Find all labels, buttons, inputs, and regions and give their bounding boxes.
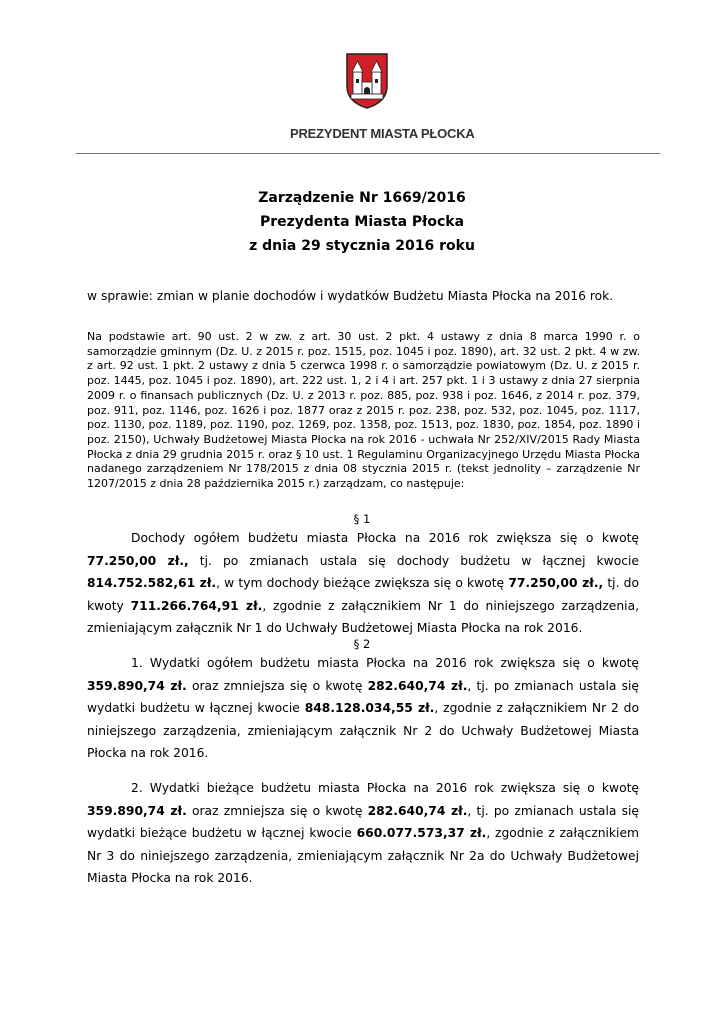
paragraph-mark-2: § 2 [353, 637, 371, 651]
title-line-3: z dnia 29 stycznia 2016 roku [249, 238, 475, 254]
paragraph-mark-1: § 1 [353, 512, 371, 526]
section-2-point-1: 1. Wydatki ogółem budżetu miasta Płocka na 2016 rok zwiększa się o kwotę 359.890,74 zł. oraz zmniejsza się o kwotę 282.640,74 zł., tj. po zmianach ustala się wydatki budżetu w łącznej kwocie 848.128.034,55 zł., zgodnie z załącznikiem Nr 2 do niniejszego zarządzenia, zmieniającym załącznik Nr 2 do Uchwały Budżetowej Miasta Płocka na rok 2016. [87, 656, 639, 760]
legal-basis: Na podstawie art. 90 ust. 2 w zw. z art. 30 ust. 2 pkt. 4 ustawy z dnia 8 marca 1990 r. o samorządzie gminnym (Dz. U. z 2015 r. poz. 1515, poz. 1045 i poz. 1890), art. 32 ust. 2 pkt. 4 w zw. z art. 92 ust. 1 pkt. 2 ustawy z dnia 5 czerwca 1998 r. o samorządzie powiatowym (Dz. U. z 2015 r. poz. 1445, poz. 1045 i poz. 1890), art. 222 ust. 1, 2 i 4 i art. 257 pkt. 1 i 3 ustawy z dnia 27 sierpnia 2009 r. o finansach publicznych (Dz. U. z 2013 r. poz. 885, poz. 938 i poz. 1646, z 2014 r. poz. 379, poz. 911, poz. 1146, poz. 1626 i poz. 1877 oraz z 2015 r. poz. 238, poz. 532, poz. 1045, poz. 1117, poz. 1130, poz. 1189, poz. 1190, poz. 1269, poz. 1358, poz. 1513, poz. 1830, poz. 1854, poz. 1890 i poz. 2150), Uchwały Budżetowej Miasta Płocka na rok 2016 - uchwała Nr 252/XIV/2015 Rady Miasta Płocka z dnia 29 grudnia 2015 r. oraz § 10 ust. 1 Regulaminu Organizacyjnego Urzędu Miasta Płocka nadanego zarządzeniem Nr 178/2015 z dnia 08 stycznia 2015 r. (tekst jednolity – zarządzenie Nr 1207/2015 z dnia 28 października 2015 r.) zarządzam, co następuje: [87, 330, 640, 491]
amount: 359.890,74 zł. [87, 678, 187, 693]
amount: 77.250,00 zł., [508, 576, 604, 590]
office-title: PREZYDENT MIASTA PŁOCKA [290, 126, 475, 141]
amount: 660.077.573,37 zł. [356, 826, 487, 840]
amount: 848.128.034,55 zł. [304, 701, 435, 715]
amount: 282.640,74 zł. [367, 678, 468, 693]
amount: 711.266.764,91 zł. [130, 598, 263, 613]
amount: 359.890,74 zł. [87, 803, 187, 818]
amount: 282.640,74 zł. [367, 803, 468, 818]
title-line-2: Prezydenta Miasta Płocka [259, 214, 465, 230]
title-line-1: Zarządzenie Nr 1669/2016 [258, 190, 466, 206]
amount: 814.752.582,61 zł. [87, 576, 217, 590]
subject-line: w sprawie: zmian w planie dochodów i wydatków Budżetu Miasta Płocka na 2016 rok. [87, 289, 614, 303]
section-2-point-2: 2. Wydatki bieżące budżetu miasta Płocka na 2016 rok zwiększa się o kwotę 359.890,74 zł. oraz zmniejsza się o kwotę 282.640,74 zł., tj. po zmianach ustala się wydatki bieżące budżetu w łącznej kwocie 660.077.573,37 zł., zgodnie z załącznikiem Nr 3 do niniejszego zarządzenia, zmieniającym załącznik Nr 2a do Uchwały Budżetowej Miasta Płocka na rok 2016. [87, 781, 640, 885]
coat-of-arms-icon [345, 52, 389, 110]
section-1-text: Dochody ogółem budżetu miasta Płocka na 2016 rok zwiększa się o kwotę 77.250,00 zł., tj. po zmianach ustala się dochody budżetu w łącznej kwocie 814.752.582,61 zł., w tym dochody bieżące zwiększa się o kwotę 77.250,00 zł., tj. do kwoty 711.266.764,91 zł., zgodnie z załącznikiem Nr 1 do niniejszego zarządzenia, zmieniającym załącznik Nr 1 do Uchwały Budżetowej Miasta Płocka na rok 2016. [87, 531, 640, 635]
header-divider [76, 153, 660, 154]
document-title [0, 186, 724, 258]
amount: 77.250,00 zł., [87, 553, 189, 568]
